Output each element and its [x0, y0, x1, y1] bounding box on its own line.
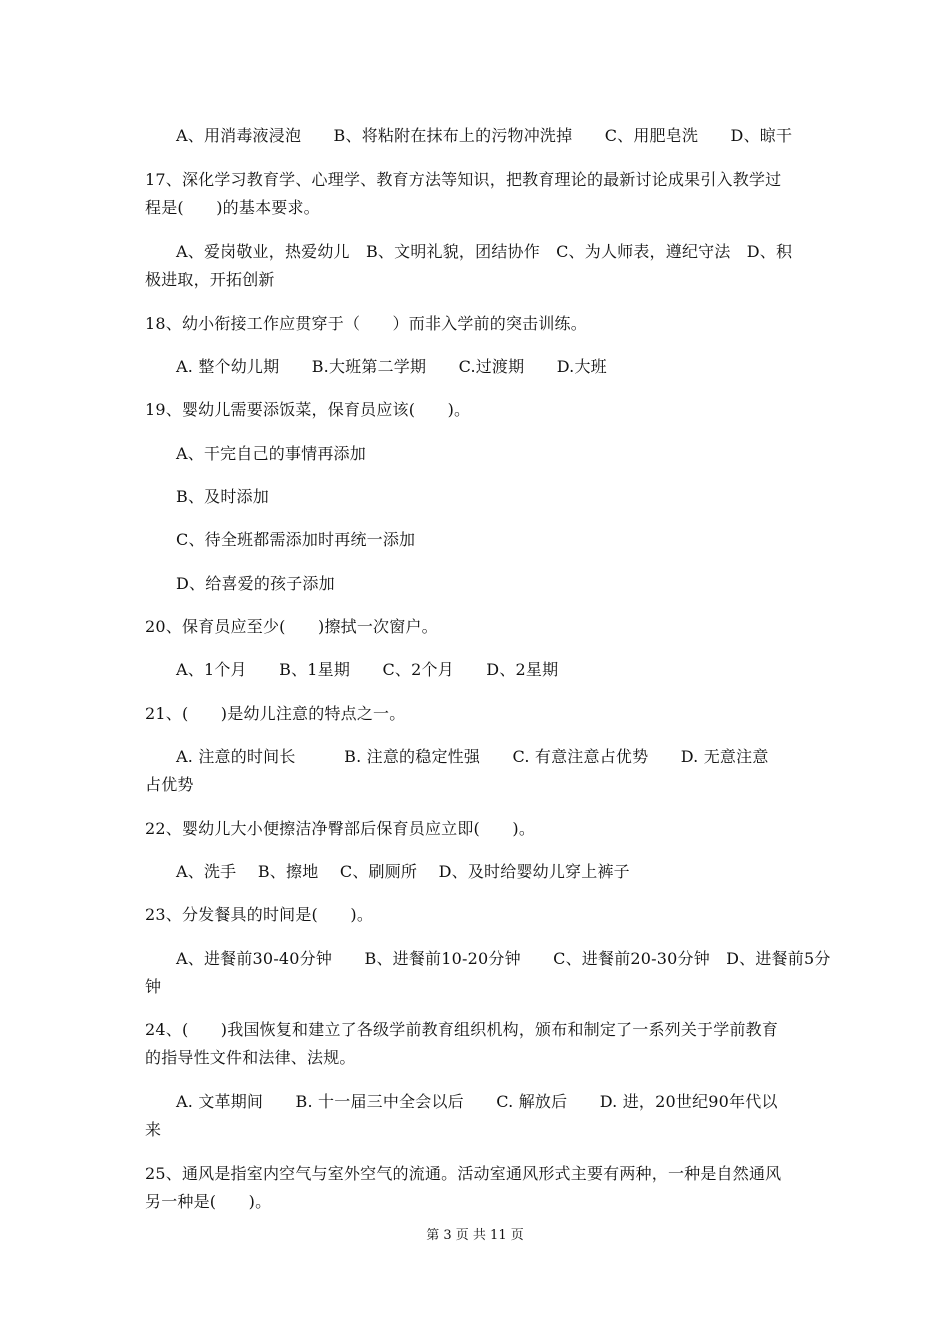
q25-question-line-2: 另一种是( )。 — [145, 1192, 272, 1211]
q21-options-line-2: 占优势 — [145, 775, 194, 794]
q24-question-line-2: 的指导性文件和法律、法规。 — [145, 1048, 356, 1067]
q20-question: 20、保育员应至少( )擦拭一次窗户。 — [145, 617, 438, 636]
q21-options-line-1: A. 注意的时间长 B. 注意的稳定性强 C. 有意注意占优势 D. 无意注意 — [176, 747, 769, 766]
q19-question: 19、婴幼儿需要添饭菜，保育员应该( )。 — [145, 400, 471, 419]
q19-option-a: A、干完自己的事情再添加 — [176, 444, 366, 463]
q24-options-line-1: A. 文革期间 B. 十一届三中全会以后 C. 解放后 D. 进，20世纪90年代以 — [176, 1092, 778, 1111]
q25-question-line-1: 25、通风是指室内空气与室外空气的流通。活动室通风形式主要有两种，一种是自然通风 — [145, 1164, 782, 1183]
q16-options: A、用消毒液浸泡 B、将粘附在抹布上的污物冲洗掉 C、用肥皂洗 D、晾干 — [176, 126, 793, 145]
page-footer: 第 3 页 共 11 页 — [426, 1228, 524, 1243]
q19-option-d: D、给喜爱的孩子添加 — [176, 574, 335, 593]
q22-question: 22、婴幼儿大小便擦洁净臀部后保育员应立即( )。 — [145, 819, 536, 838]
q23-options-line-1: A、进餐前30-40分钟 B、进餐前10-20分钟 C、进餐前20-30分钟 D、进餐前5分 — [176, 949, 831, 968]
q20-options: A、1个月 B、1星期 C、2个月 D、2星期 — [176, 660, 559, 679]
q19-option-c: C、待全班都需添加时再统一添加 — [176, 530, 416, 549]
q24-options-line-2: 来 — [145, 1120, 162, 1139]
q17-question-line-1: 17、深化学习教育学、心理学、教育方法等知识，把教育理论的最新讨论成果引入教学过 — [145, 170, 782, 189]
q22-options: A、洗手 B、擦地 C、刷厕所 D、及时给婴幼儿穿上裤子 — [176, 862, 630, 881]
q17-options-line-2: 极进取，开拓创新 — [145, 270, 275, 289]
q24-question-line-1: 24、( )我国恢复和建立了各级学前教育组织机构，颁布和制定了一系列关于学前教育 — [145, 1020, 779, 1039]
q23-options-line-2: 钟 — [145, 977, 162, 996]
q17-options-line-1: A、爱岗敬业，热爱幼儿 B、文明礼貌，团结协作 C、为人师表，遵纪守法 D、积 — [176, 242, 793, 261]
q18-question: 18、幼小衔接工作应贯穿于（ ）而非入学前的突击训练。 — [145, 314, 587, 333]
q17-question-line-2: 程是( )的基本要求。 — [145, 198, 320, 217]
q19-option-b: B、及时添加 — [176, 487, 269, 506]
q21-question: 21、( )是幼儿注意的特点之一。 — [145, 704, 406, 723]
q23-question: 23、分发餐具的时间是( )。 — [145, 905, 374, 924]
q18-options: A. 整个幼儿期 B.大班第二学期 C.过渡期 D.大班 — [176, 357, 607, 376]
